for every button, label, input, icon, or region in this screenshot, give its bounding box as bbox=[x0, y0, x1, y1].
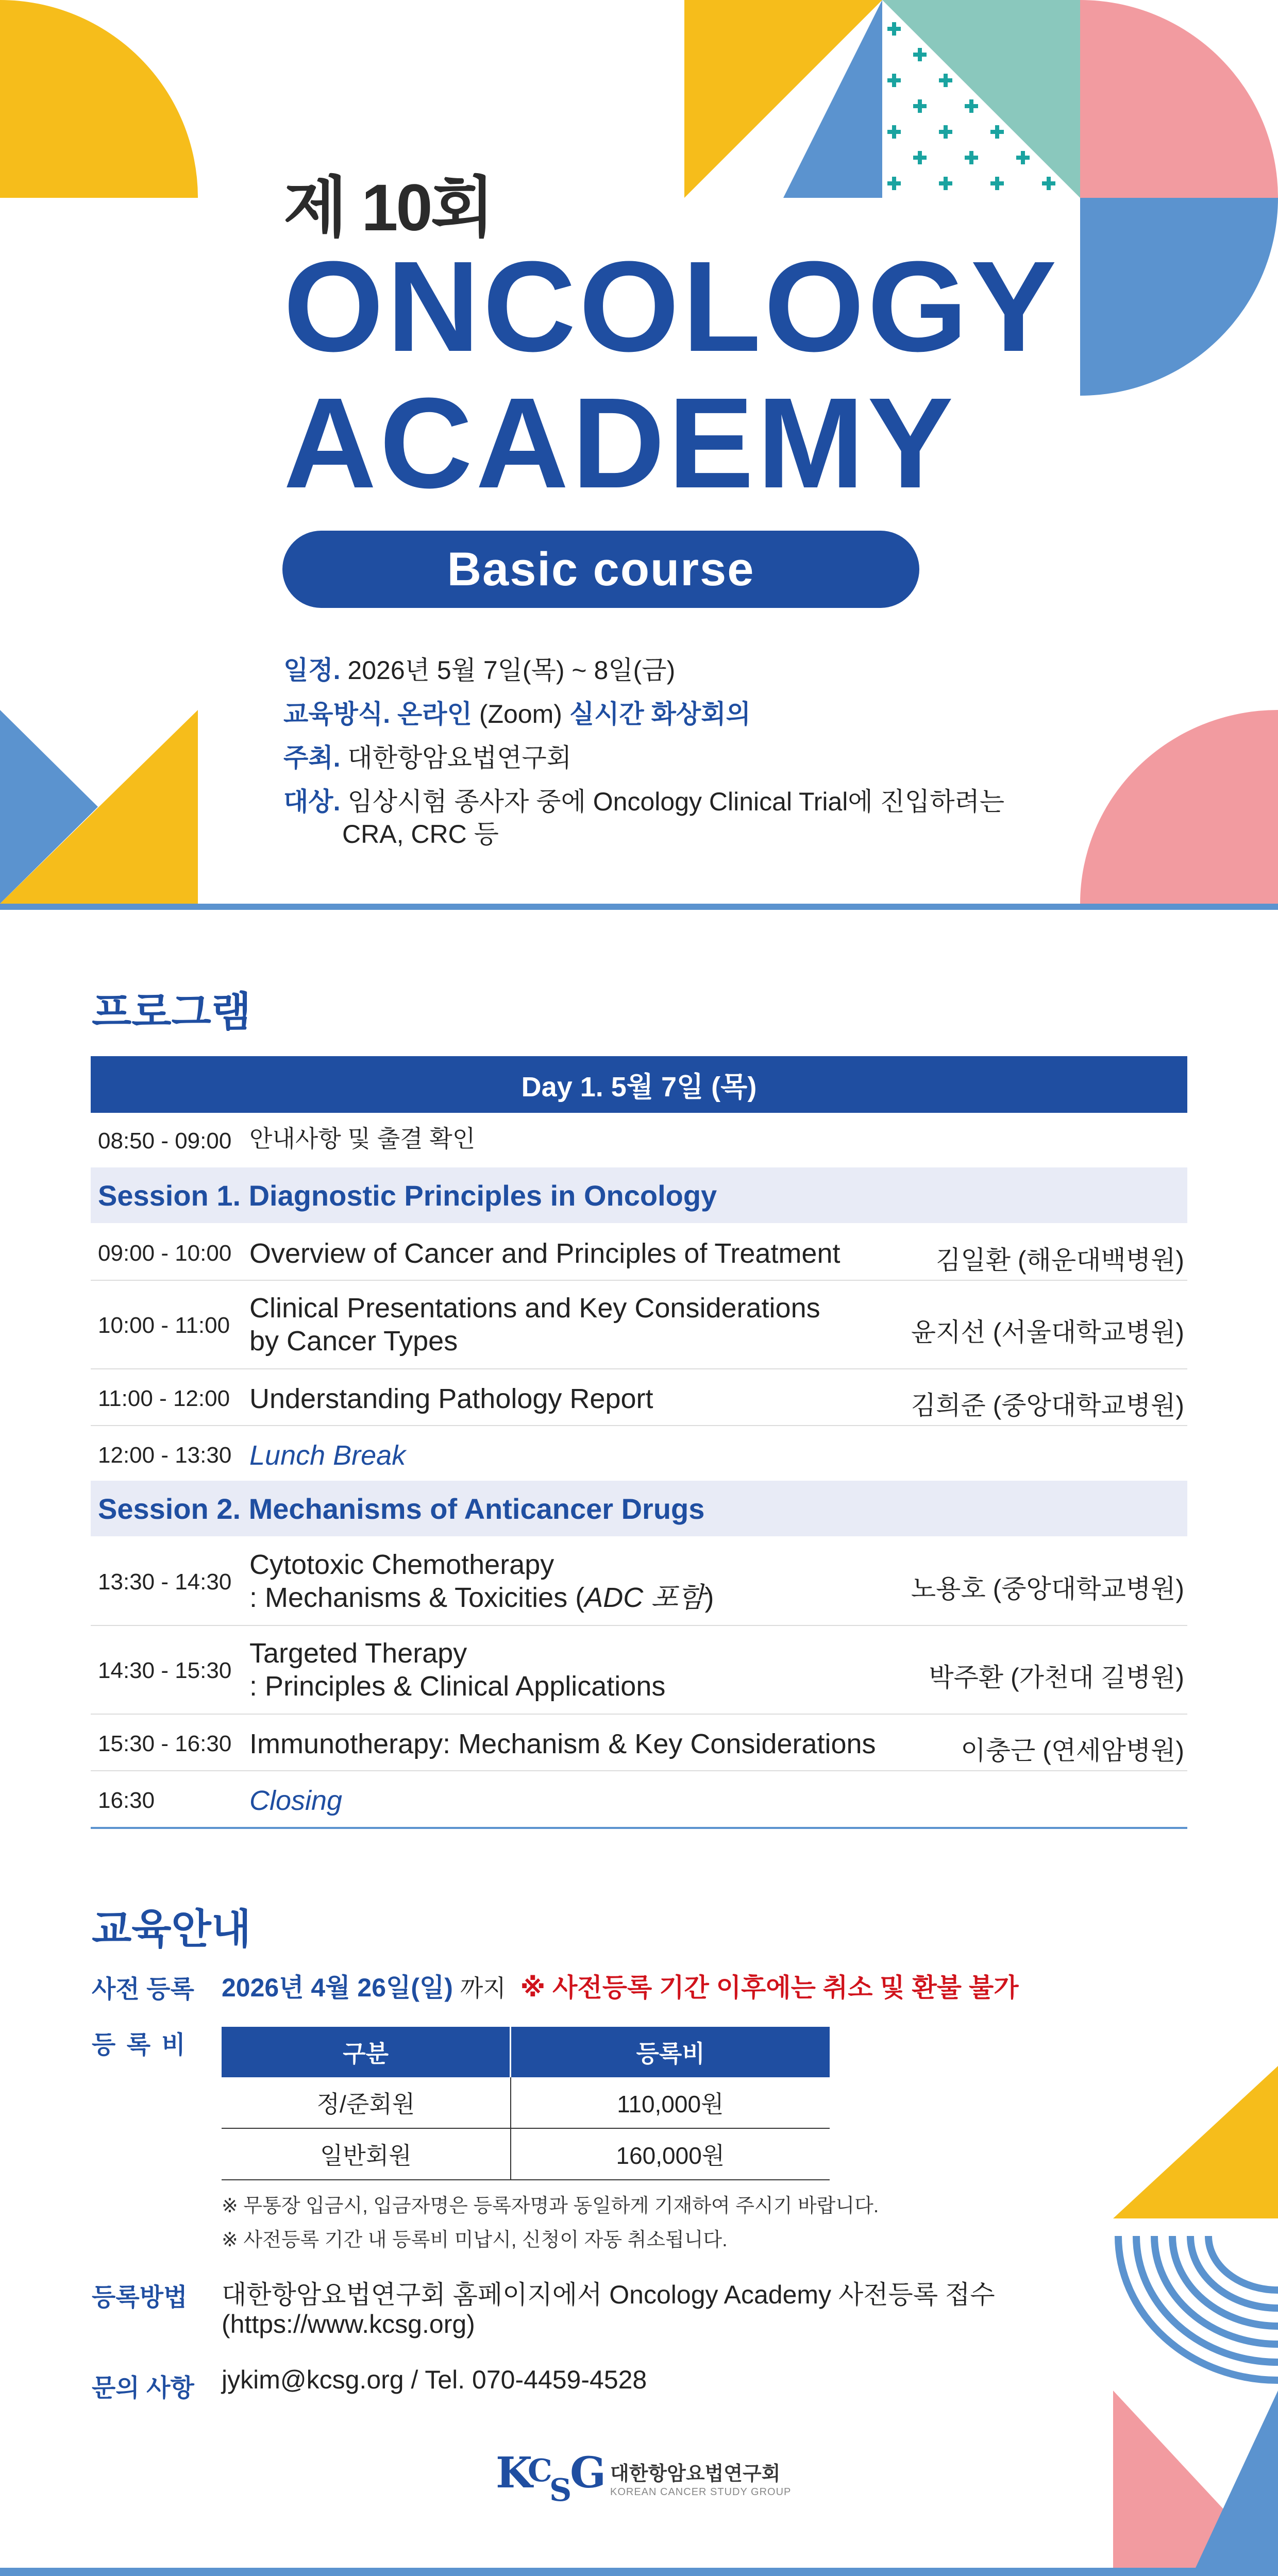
session-2-header: Session 2. Mechanisms of Anticancer Drugs bbox=[91, 1481, 1187, 1536]
program-row bbox=[91, 1223, 1187, 1281]
method-value-online: 온라인 bbox=[397, 700, 472, 728]
prereg-date: 2026년 4월 26일(일) bbox=[222, 1973, 453, 2002]
blue-arcs-decoration bbox=[1113, 2231, 1278, 2385]
pink-quarter-circle-bottom-right bbox=[1080, 710, 1278, 904]
plus-pattern bbox=[882, 0, 1080, 198]
row-desc-line1: Targeted Therapy bbox=[249, 1638, 467, 1669]
row-speaker: 이충근 (연세암병원) bbox=[961, 1736, 1184, 1765]
method-label: 교육방식. bbox=[283, 700, 391, 728]
method-value-zoom: (Zoom) bbox=[479, 700, 562, 728]
footer-org-ko: 대한항암요법연구회 bbox=[610, 2463, 781, 2485]
prereg-warning: ※ 사전등록 기간 이후에는 취소 및 환불 불가 bbox=[520, 1973, 1019, 2002]
row-time: 16:30 bbox=[98, 1788, 155, 1813]
program-row bbox=[91, 1280, 1187, 1369]
row-time: 08:50 - 09:00 bbox=[98, 1128, 232, 1154]
row-desc-line2a: : Mechanisms & Toxicities ( bbox=[249, 1582, 585, 1613]
row-speaker: 김일환 (해운대백병원) bbox=[936, 1246, 1184, 1275]
title-oncology: ONCOLOGY bbox=[283, 234, 1060, 378]
method-line bbox=[283, 698, 751, 731]
row-speaker: 김희준 (중앙대학교병원) bbox=[911, 1391, 1184, 1420]
schedule-value: 2026년 5월 7일(목) ~ 8일(금) bbox=[347, 656, 676, 685]
yellow-quarter-circle-top-left bbox=[0, 0, 198, 198]
pink-quarter-circle-top-right bbox=[1080, 0, 1278, 198]
fee-note-1: ※ 무통장 입금시, 입금자명은 등록자명과 동일하게 기재하여 주시기 바랍니다. bbox=[222, 2195, 879, 2217]
row-time: 15:30 - 16:30 bbox=[98, 1731, 232, 1756]
row-time: 13:30 - 14:30 bbox=[98, 1569, 232, 1595]
row-speaker: 박주환 (가천대 길병원) bbox=[929, 1663, 1184, 1692]
method-line1: 대한항암요법연구회 홈페이지에서 Oncology Academy 사전등록 접수 bbox=[222, 2280, 995, 2309]
target-value-line1: 임상시험 종사자 중에 Oncology Clinical Trial에 진입하려는 bbox=[347, 787, 1005, 816]
row-desc: Overview of Cancer and Principles of Treatment bbox=[249, 1238, 840, 1269]
yellow-triangle-bottom-right bbox=[1113, 2066, 1278, 2218]
prereg-until: 까지 bbox=[460, 1975, 506, 2002]
row-desc-line2: : Principles & Clinical Applications bbox=[249, 1671, 666, 1702]
program-row bbox=[91, 1425, 1187, 1482]
fee-amount: 160,000원 bbox=[511, 2128, 830, 2180]
row-desc: 안내사항 및 출결 확인 bbox=[249, 1125, 476, 1152]
program-title: 프로그램 bbox=[92, 989, 251, 1035]
program-table-end-line bbox=[91, 1827, 1187, 1829]
svg-text:S: S bbox=[549, 2472, 572, 2508]
program-row bbox=[91, 1625, 1187, 1715]
row-desc-line2c: ) bbox=[704, 1582, 714, 1613]
row-desc-line1: Cytotoxic Chemotherapy bbox=[249, 1549, 554, 1580]
bottom-bar bbox=[0, 2568, 1278, 2576]
row-desc: Understanding Pathology Report bbox=[249, 1383, 653, 1414]
edition-title: 제 10회 bbox=[283, 171, 493, 245]
program-row bbox=[91, 1714, 1187, 1771]
fee-label: 등 록 비 bbox=[92, 2031, 188, 2059]
fee-note-2: ※ 사전등록 기간 내 등록비 미납시, 신청이 자동 취소됩니다. bbox=[222, 2229, 728, 2251]
target-line bbox=[283, 786, 1004, 818]
row-time: 14:30 - 15:30 bbox=[98, 1658, 232, 1683]
fee-type: 정/준회원 bbox=[222, 2077, 511, 2128]
program-row bbox=[91, 1113, 1187, 1168]
education-title: 교육안내 bbox=[92, 1906, 251, 1952]
row-time: 11:00 - 12:00 bbox=[98, 1386, 230, 1411]
footer-org-en: KOREAN CANCER STUDY GROUP bbox=[610, 2486, 792, 2498]
row-desc-closing: Closing bbox=[249, 1785, 343, 1816]
method-label-edu: 등록방법 bbox=[92, 2284, 188, 2311]
row-desc-line1: Clinical Presentations and Key Considerations bbox=[249, 1293, 820, 1324]
row-time: 09:00 - 10:00 bbox=[98, 1241, 232, 1266]
method-value-live: 실시간 화상회의 bbox=[569, 700, 751, 728]
host-label: 주최. bbox=[283, 743, 341, 772]
row-time: 12:00 - 13:30 bbox=[98, 1443, 232, 1468]
method-line2-link[interactable]: (https://www.kcsg.org) bbox=[222, 2310, 475, 2338]
day-header: Day 1. 5월 7일 (목) bbox=[91, 1056, 1187, 1113]
fee-row bbox=[222, 2128, 830, 2180]
prereg-label: 사전 등록 bbox=[92, 1976, 194, 2003]
schedule-line bbox=[283, 654, 675, 687]
fee-header-fee: 등록비 bbox=[511, 2027, 830, 2077]
svg-text:K: K bbox=[496, 2451, 533, 2498]
program-row bbox=[91, 1770, 1187, 1827]
fee-amount: 110,000원 bbox=[511, 2077, 830, 2128]
contact-value[interactable]: jykim@kcsg.org / Tel. 070-4459-4528 bbox=[222, 2365, 647, 2394]
row-desc: Immunotherapy: Mechanism & Key Considerations bbox=[249, 1728, 876, 1759]
fee-row bbox=[222, 2077, 830, 2128]
contact-label: 문의 사항 bbox=[92, 2375, 194, 2402]
row-desc-line2 bbox=[249, 1582, 714, 1614]
row-desc-lunch: Lunch Break bbox=[249, 1440, 406, 1471]
fee-type: 일반회원 bbox=[222, 2128, 511, 2180]
title-academy: ACADEMY bbox=[283, 371, 956, 515]
row-desc-line2: by Cancer Types bbox=[249, 1326, 458, 1357]
host-value: 대한항암요법연구회 bbox=[347, 743, 572, 772]
blue-quarter-circle-right bbox=[1080, 198, 1278, 396]
schedule-label: 일정. bbox=[283, 656, 341, 685]
course-badge: Basic course bbox=[282, 531, 919, 608]
host-line bbox=[283, 742, 571, 774]
target-label: 대상. bbox=[283, 787, 341, 816]
fee-header-type: 구분 bbox=[222, 2027, 511, 2077]
svg-text:C: C bbox=[528, 2453, 552, 2489]
header-divider bbox=[0, 904, 1278, 910]
prereg-line bbox=[222, 1967, 1019, 2004]
target-value-line2: CRA, CRC 등 bbox=[342, 820, 499, 849]
row-desc-line2b: ADC 포함 bbox=[584, 1582, 705, 1613]
program-row bbox=[91, 1536, 1187, 1626]
row-time: 10:00 - 11:00 bbox=[98, 1313, 230, 1338]
svg-text:G: G bbox=[570, 2451, 607, 2498]
session-1-header: Session 1. Diagnostic Principles in Oncology bbox=[91, 1167, 1187, 1223]
row-speaker: 윤지선 (서울대학교병원) bbox=[911, 1318, 1184, 1347]
program-row bbox=[91, 1368, 1187, 1426]
fee-table bbox=[222, 2027, 830, 2180]
row-speaker: 노용호 (중앙대학교병원) bbox=[911, 1574, 1184, 1603]
fee-table-header bbox=[222, 2027, 830, 2077]
